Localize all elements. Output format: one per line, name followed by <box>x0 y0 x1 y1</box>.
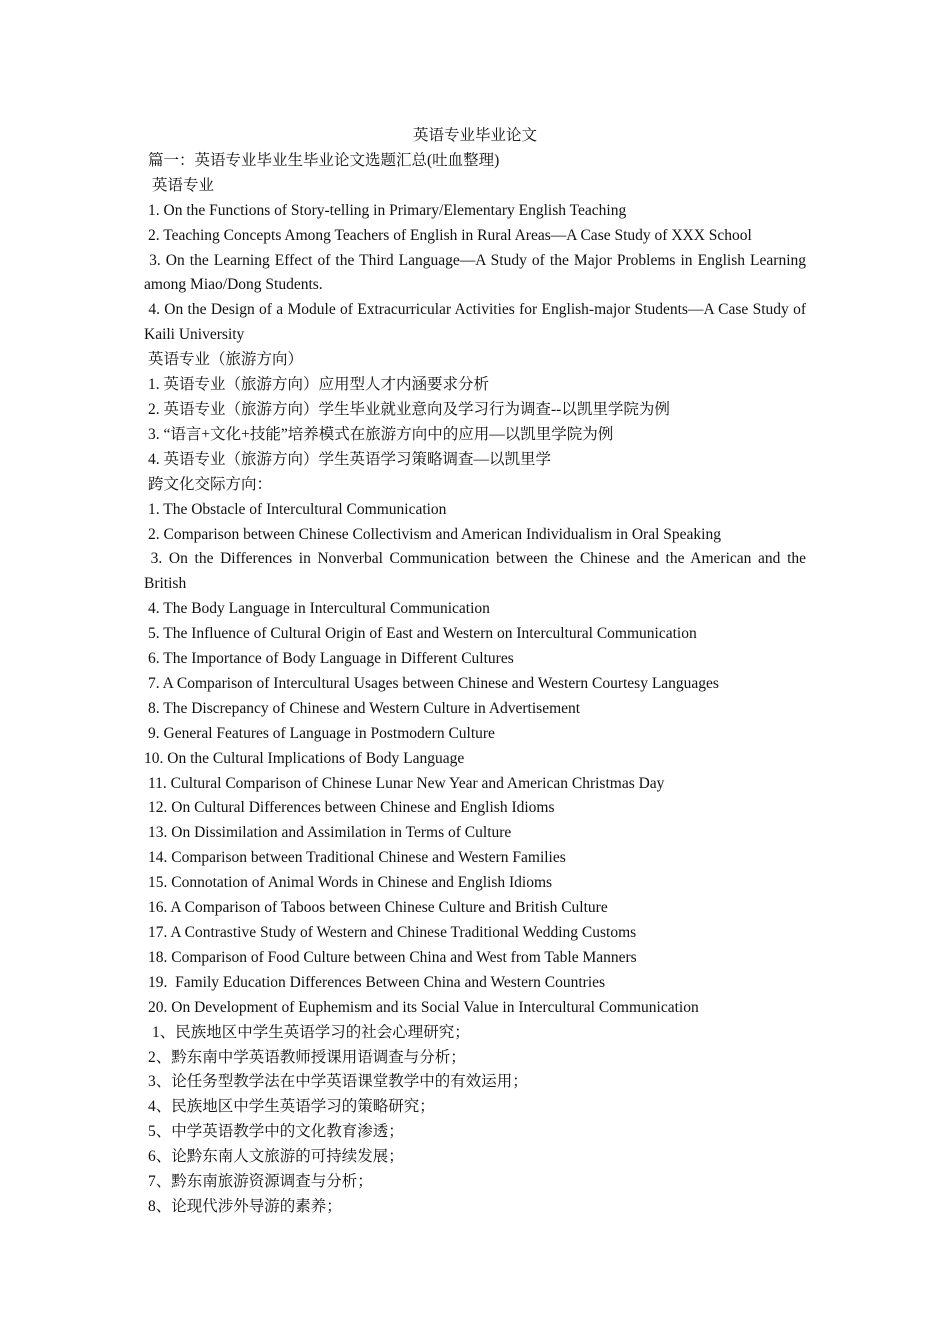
list-item: 3. On the Learning Effect of the Third Language—A Study of the Major Problems in English Learning among Miao/Dong Students. <box>144 251 810 294</box>
list-item: 18. Comparison of Food Culture between China and West from Table Manners <box>148 948 637 966</box>
list-item: 19. Family Education Differences Between China and Western Countries <box>148 973 606 991</box>
list-item: 20. On Development of Euphemism and its Social Value in Intercultural Communication <box>148 998 699 1016</box>
document-page <box>144 124 810 1220</box>
section-heading: 篇一：英语专业毕业生毕业论文选题汇总(吐血整理) <box>148 151 500 169</box>
list-item: 10. On the Cultural Implications of Body Language <box>144 749 465 767</box>
subsection-heading: 英语专业（旅游方向） <box>148 351 304 369</box>
list-item: 6、论黔东南人文旅游的可持续发展； <box>148 1148 404 1166</box>
list-item: 15. Connotation of Animal Words in Chinese and English Idioms <box>148 874 553 892</box>
list-item: 2. Comparison between Chinese Collectivism and American Individualism in Oral Speaking <box>148 525 721 543</box>
list-item: 7、黔东南旅游资源调查与分析； <box>148 1173 373 1191</box>
list-item: 1. The Obstacle of Intercultural Communication <box>148 500 447 518</box>
list-item: 1. 英语专业（旅游方向）应用型人才内涵要求分析 <box>148 376 490 394</box>
list-item: 8、论现代涉外导游的素养； <box>148 1197 342 1215</box>
subsection-heading: 英语专业 <box>152 176 215 194</box>
list-item: 4. The Body Language in Intercultural Communication <box>148 600 490 618</box>
list-item: 1. On the Functions of Story-telling in Primary/Elementary English Teaching <box>148 201 627 219</box>
list-item: 3. On the Differences in Nonverbal Communication between the Chinese and the American and the British <box>144 550 810 593</box>
list-item: 1、民族地区中学生英语学习的社会心理研究； <box>152 1023 470 1041</box>
document-title: 英语专业毕业论文 <box>412 127 537 144</box>
list-item: 16. A Comparison of Taboos between Chinese Culture and British Culture <box>148 899 608 917</box>
list-item: 4、民族地区中学生英语学习的策略研究； <box>148 1098 435 1116</box>
list-item: 4. 英语专业（旅游方向）学生英语学习策略调查—以凯里学 <box>148 450 552 468</box>
list-item: 8. The Discrepancy of Chinese and Western Culture in Advertisement <box>148 699 581 717</box>
list-item: 3、论任务型教学法在中学英语课堂教学中的有效运用； <box>148 1073 528 1091</box>
list-item: 12. On Cultural Differences between Chinese and English Idioms <box>148 799 555 817</box>
list-item: 5. The Influence of Cultural Origin of East and Western on Intercultural Communication <box>148 625 697 643</box>
list-item: 6. The Importance of Body Language in Different Cultures <box>148 650 514 668</box>
list-item: 13. On Dissimilation and Assimilation in Terms of Culture <box>148 824 512 842</box>
list-item: 14. Comparison between Traditional Chinese and Western Families <box>148 849 566 867</box>
list-item: 11. Cultural Comparison of Chinese Lunar New Year and American Christmas Day <box>148 774 665 792</box>
list-item: 9. General Features of Language in Postmodern Culture <box>148 724 495 742</box>
list-item: 2、黔东南中学英语教师授课用语调查与分析； <box>148 1048 466 1066</box>
list-item: 7. A Comparison of Intercultural Usages between Chinese and Western Courtesy Languages <box>148 674 719 692</box>
list-item: 2. Teaching Concepts Among Teachers of English in Rural Areas—A Case Study of XXX School <box>148 226 752 244</box>
list-item: 17. A Contrastive Study of Western and Chinese Traditional Wedding Customs <box>148 924 637 941</box>
list-item: 3. “语言+文化+技能”培养模式在旅游方向中的应用—以凯里学院为例 <box>148 425 614 443</box>
list-item: 5、中学英语教学中的文化教育渗透； <box>148 1123 404 1141</box>
list-item: 2. 英语专业（旅游方向）学生毕业就业意向及学习行为调查--以凯里学院为例 <box>148 400 670 418</box>
list-item: 4. On the Design of a Module of Extracurricular Activities for English-major Students—A Case Study of Kaili University <box>144 301 810 344</box>
subsection-heading: 跨文化交际方向： <box>148 475 273 493</box>
